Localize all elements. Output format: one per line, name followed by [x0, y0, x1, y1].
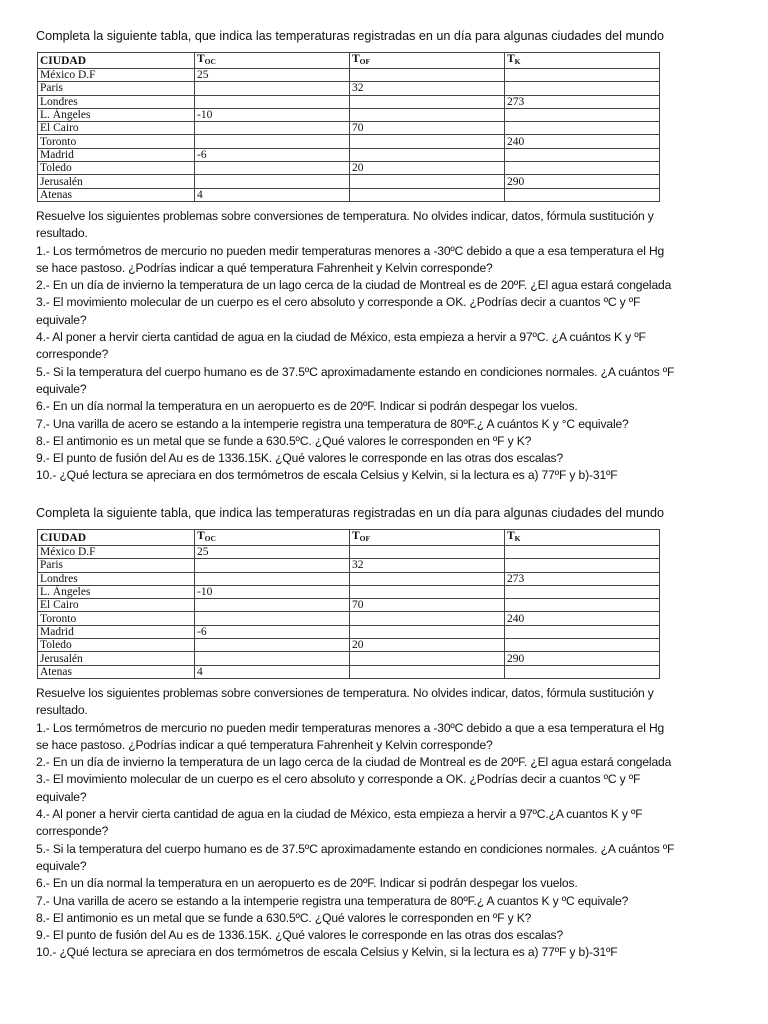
cell-toc [195, 572, 350, 585]
temperature-table [37, 52, 660, 202]
table-row [38, 652, 660, 665]
cell-tof: 20 [350, 639, 505, 652]
cell-toc: -10 [195, 585, 350, 598]
table-row [38, 546, 660, 559]
problems-text [36, 685, 726, 962]
cell-ciudad: Londres [38, 572, 195, 585]
cell-ciudad: Jerusalén [38, 652, 195, 665]
problems-text [36, 208, 726, 485]
table-row [38, 665, 660, 678]
cell-tof [350, 652, 505, 665]
cell-toc [195, 122, 350, 135]
header-tk-main: T [507, 530, 515, 542]
cell-tof [350, 612, 505, 625]
cell-tk [505, 162, 660, 175]
section-heading: Completa la siguiente tabla, que indica las temperaturas registradas en un día para algunas ciudades del mundo [36, 506, 664, 520]
cell-tof [350, 546, 505, 559]
header-ciudad: CIUDAD [38, 53, 195, 69]
text-line: corresponde? [36, 824, 109, 839]
header-tk-sub: K [514, 534, 521, 543]
header-tk-main: T [507, 53, 515, 65]
text-line: equivale? [36, 789, 87, 804]
worksheet-section-2 [36, 504, 726, 962]
cell-toc [195, 135, 350, 148]
cell-ciudad: El Cairo [38, 122, 195, 135]
cell-ciudad: Toronto [38, 135, 195, 148]
section-heading: Completa la siguiente tabla, que indica las temperaturas registradas en un día para algunas ciudades del mundo [36, 29, 664, 43]
cell-tof: 70 [350, 122, 505, 135]
cell-tk [505, 108, 660, 121]
cell-ciudad: México D.F [38, 69, 195, 82]
cell-toc: -6 [195, 148, 350, 161]
cell-ciudad: El Cairo [38, 599, 195, 612]
cell-ciudad: Madrid [38, 148, 195, 161]
cell-tof [350, 175, 505, 188]
table-row [38, 162, 660, 175]
header-tof [350, 530, 505, 546]
text-line: Resuelve los siguientes problemas sobre conversiones de temperatura. No olvides indicar, datos, fórmula sustitución y [36, 208, 654, 223]
text-line: 4.- Al poner a hervir cierta cantidad de agua en la ciudad de México, esta empieza a hervir a 97ºC.¿A cuantos K y ºF [36, 807, 643, 822]
text-line: 1.- Los termómetros de mercurio no pueden medir temperaturas menores a -30ºC debido a que a esa temperatura el Hg [36, 720, 665, 735]
cell-tof [350, 572, 505, 585]
text-line: Resuelve los siguientes problemas sobre conversiones de temperatura. No olvides indicar, datos, fórmula sustitución y [36, 685, 654, 700]
cell-tk: 273 [505, 572, 660, 585]
table-row [38, 69, 660, 82]
text-line: se hace pastoso. ¿Podrías indicar a qué temperatura Fahrenheit y Kelvin corresponde? [36, 737, 493, 752]
cell-toc [195, 95, 350, 108]
text-line: 9.- El punto de fusión del Au es de 1336.15K. ¿Qué valores le corresponde en las otras dos escalas? [36, 928, 564, 943]
cell-toc: 25 [195, 546, 350, 559]
table-row [38, 612, 660, 625]
cell-tk [505, 69, 660, 82]
cell-tof [350, 585, 505, 598]
cell-tk [505, 148, 660, 161]
text-line: resultado. [36, 703, 88, 718]
cell-tk [505, 665, 660, 678]
header-ciudad: CIUDAD [38, 530, 195, 546]
cell-tof: 20 [350, 162, 505, 175]
text-line: 1.- Los termómetros de mercurio no pueden medir temperaturas menores a -30ºC debido a que a esa temperatura el Hg [36, 243, 665, 258]
cell-toc: -6 [195, 625, 350, 638]
cell-toc [195, 175, 350, 188]
cell-tk [505, 82, 660, 95]
cell-tk [505, 625, 660, 638]
text-line: 7.- Una varilla de acero se estando a la intemperie registra una temperatura de 80ºF.¿ A cuántos K y °C equivale? [36, 416, 629, 431]
text-line: 4.- Al poner a hervir cierta cantidad de agua en la ciudad de México, esta empieza a hervir a 97ºC. ¿A cuántos K y ºF [36, 330, 646, 345]
cell-tk: 240 [505, 612, 660, 625]
header-tof-sub: OF [359, 534, 371, 543]
header-tk [505, 530, 660, 546]
text-line: 6.- En un día normal la temperatura en un aeropuerto es de 20ºF. Indicar si podrán despegar los vuelos. [36, 399, 578, 414]
cell-toc [195, 559, 350, 572]
cell-tof [350, 625, 505, 638]
table-row [38, 188, 660, 201]
cell-toc [195, 82, 350, 95]
cell-toc: -10 [195, 108, 350, 121]
table-header-row [38, 53, 660, 69]
table-row [38, 135, 660, 148]
cell-toc [195, 639, 350, 652]
cell-ciudad: Toledo [38, 639, 195, 652]
text-line: 6.- En un día normal la temperatura en un aeropuerto es de 20ºF. Indicar si podrán despegar los vuelos. [36, 876, 578, 891]
cell-tk [505, 599, 660, 612]
cell-ciudad: Atenas [38, 188, 195, 201]
header-tk-sub: K [514, 57, 521, 66]
cell-tk [505, 122, 660, 135]
cell-tk: 290 [505, 652, 660, 665]
table-row [38, 95, 660, 108]
cell-ciudad: Atenas [38, 665, 195, 678]
header-toc-sub: OC [204, 57, 216, 66]
text-line: equivale? [36, 858, 87, 873]
cell-tof: 32 [350, 559, 505, 572]
cell-toc: 25 [195, 69, 350, 82]
text-line: 8.- El antimonio es un metal que se funde a 630.5ºC. ¿Qué valores le corresponden en ºF y K? [36, 433, 532, 448]
cell-ciudad: Londres [38, 95, 195, 108]
cell-ciudad: Madrid [38, 625, 195, 638]
table-row [38, 122, 660, 135]
table-header-row [38, 530, 660, 546]
text-line: se hace pastoso. ¿Podrías indicar a qué temperatura Fahrenheit y Kelvin corresponde? [36, 260, 493, 275]
text-line: 10.- ¿Qué lectura se apreciara en dos termómetros de escala Celsius y Kelvin, si la lectura es a) 77ºF y b)-31ºF [36, 468, 618, 483]
text-line: 5.- Si la temperatura del cuerpo humano es de 37.5ºC aproximadamente estando en condiciones normales. ¿A cuántos ºF [36, 364, 675, 379]
header-tof-main: T [352, 53, 360, 65]
header-tk [505, 53, 660, 69]
cell-tof: 32 [350, 82, 505, 95]
cell-tof [350, 188, 505, 201]
cell-toc [195, 162, 350, 175]
text-line: equivale? [36, 381, 87, 396]
temperature-table [37, 529, 660, 679]
header-tof-main: T [352, 530, 360, 542]
cell-toc [195, 652, 350, 665]
text-line: corresponde? [36, 347, 109, 362]
cell-tof [350, 108, 505, 121]
header-tof-sub: OF [359, 57, 371, 66]
cell-tk [505, 559, 660, 572]
header-toc [195, 530, 350, 546]
cell-ciudad: Jerusalén [38, 175, 195, 188]
cell-tk: 290 [505, 175, 660, 188]
table-row [38, 559, 660, 572]
text-line: 2.- En un día de invierno la temperatura de un lago cerca de la ciudad de Montreal es de 20ºF. ¿El agua estará congelada [36, 755, 672, 770]
table-body [38, 69, 660, 202]
text-line: equivale? [36, 312, 87, 327]
table-row [38, 148, 660, 161]
header-toc-sub: OC [204, 534, 216, 543]
cell-ciudad: L. Ángeles [38, 585, 195, 598]
cell-toc [195, 599, 350, 612]
text-line: 3.- El movimiento molecular de un cuerpo es el cero absoluto y corresponde a OK. ¿Podrías decir a cuantos ºC y ºF [36, 772, 641, 787]
cell-toc [195, 612, 350, 625]
cell-tof [350, 148, 505, 161]
text-line: 3.- El movimiento molecular de un cuerpo es el cero absoluto y corresponde a OK. ¿Podrías decir a cuantos ºC y ºF [36, 295, 641, 310]
cell-toc: 4 [195, 188, 350, 201]
cell-ciudad: L. Ángeles [38, 108, 195, 121]
text-line: resultado. [36, 226, 88, 241]
text-line: 5.- Si la temperatura del cuerpo humano es de 37.5ºC aproximadamente estando en condiciones normales. ¿A cuántos ºF [36, 841, 675, 856]
cell-tk [505, 639, 660, 652]
table-body [38, 546, 660, 679]
cell-ciudad: Paris [38, 559, 195, 572]
text-line: 9.- El punto de fusión del Au es de 1336.15K. ¿Qué valores le corresponde en las otras dos escalas? [36, 451, 564, 466]
cell-tof [350, 135, 505, 148]
table-row [38, 599, 660, 612]
cell-ciudad: Paris [38, 82, 195, 95]
table-row [38, 639, 660, 652]
cell-toc: 4 [195, 665, 350, 678]
cell-tof [350, 95, 505, 108]
table-row [38, 108, 660, 121]
text-line: 10.- ¿Qué lectura se apreciara en dos termómetros de escala Celsius y Kelvin, si la lectura es a) 77ºF y b)-31ºF [36, 945, 618, 960]
cell-tk: 240 [505, 135, 660, 148]
table-row [38, 82, 660, 95]
cell-ciudad: México D.F [38, 546, 195, 559]
cell-tk [505, 585, 660, 598]
header-tof [350, 53, 505, 69]
cell-tk: 273 [505, 95, 660, 108]
text-line: 2.- En un día de invierno la temperatura de un lago cerca de la ciudad de Montreal es de 20ºF. ¿El agua estará congelada [36, 278, 672, 293]
cell-tof [350, 665, 505, 678]
cell-tk [505, 188, 660, 201]
header-toc-main: T [197, 530, 205, 542]
table-row [38, 572, 660, 585]
table-row [38, 175, 660, 188]
cell-ciudad: Toledo [38, 162, 195, 175]
cell-tof [350, 69, 505, 82]
worksheet-section-1 [36, 27, 726, 485]
header-toc [195, 53, 350, 69]
text-line: 8.- El antimonio es un metal que se funde a 630.5ºC. ¿Qué valores le corresponden en ºF y K? [36, 910, 532, 925]
table-row [38, 625, 660, 638]
text-line: 7.- Una varilla de acero se estando a la intemperie registra una temperatura de 80ºF.¿ A cuantos K y ºC equivale? [36, 893, 629, 908]
cell-tof: 70 [350, 599, 505, 612]
cell-ciudad: Toronto [38, 612, 195, 625]
cell-tk [505, 546, 660, 559]
table-row [38, 585, 660, 598]
header-toc-main: T [197, 53, 205, 65]
